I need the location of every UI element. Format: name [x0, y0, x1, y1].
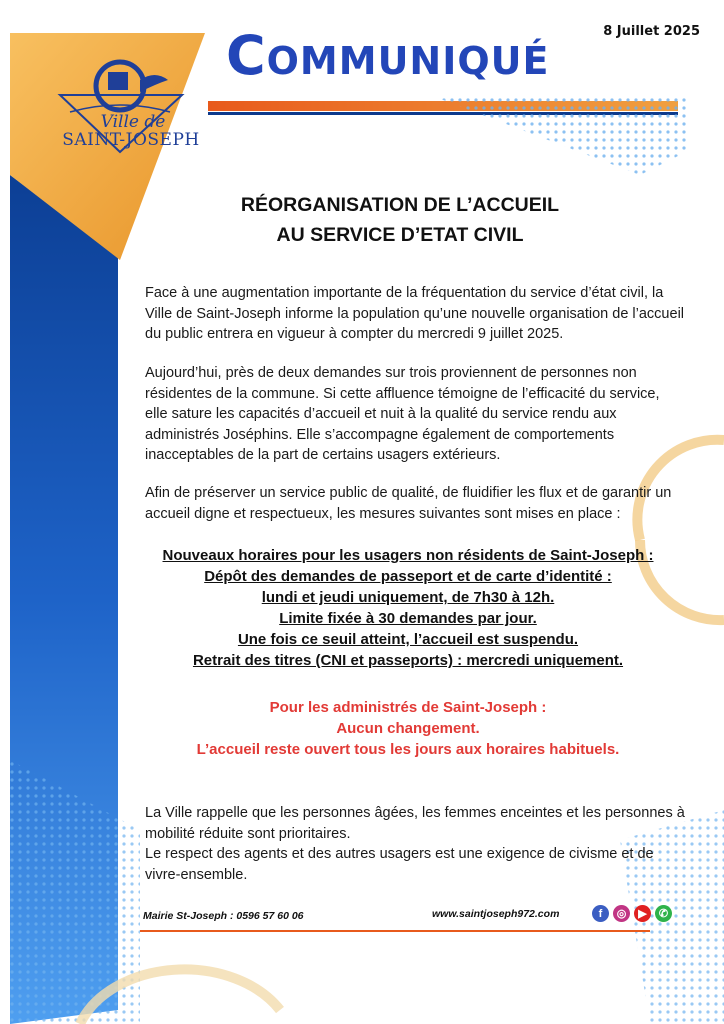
residents-line: L’accueil reste ouvert tous les jours aux horaires habituels.: [196, 741, 620, 758]
measure-line: Limite fixée à 30 demandes par jour.: [279, 610, 537, 627]
publication-date: 8 Juillet 2025: [603, 24, 700, 39]
logo-city-text: SAINT-JOSEPH: [62, 130, 200, 150]
page-headline: [140, 190, 660, 250]
residents-block: [138, 697, 678, 760]
headline-line-2: AU SERVICE D’ETAT CIVIL: [276, 224, 524, 246]
communique-title: Communiqué: [226, 24, 550, 87]
measure-line: Nouveaux horaires pour les usagers non résidents de Saint-Joseph :: [162, 547, 654, 564]
footer-phone: Mairie St-Joseph : 0596 57 60 06: [143, 910, 304, 922]
whatsapp-icon[interactable]: ✆: [655, 905, 672, 922]
measures-block: [138, 545, 678, 671]
measure-line: lundi et jeudi uniquement, de 7h30 à 12h.: [261, 589, 555, 606]
residents-line: Aucun changement.: [336, 720, 480, 737]
measure-line: Retrait des titres (CNI et passeports) : mercredi uniquement.: [192, 652, 624, 669]
logo-ville-text: Ville de: [100, 112, 166, 132]
paragraph-closing: [145, 803, 685, 885]
measure-line: Une fois ce seuil atteint, l’accueil est suspendu.: [237, 631, 579, 648]
facebook-icon[interactable]: f: [592, 905, 609, 922]
headline-line-1: RÉORGANISATION DE L’ACCUEIL: [240, 194, 560, 216]
paragraph-intro: Face à une augmentation importante de la fréquentation du service d’état civil, la Ville de Saint-Joseph informe la population qu’une nouvelle organisation de l’accueil du public entrera en vigueur à compter du mercredi 9 juillet 2025.: [145, 285, 685, 342]
measure-line: Dépôt des demandes de passeport et de carte d’identité :: [204, 568, 612, 585]
youtube-icon[interactable]: ▶: [634, 905, 651, 922]
instagram-icon[interactable]: ◎: [613, 905, 630, 922]
paragraph-context: Aujourd’hui, près de deux demandes sur trois proviennent de personnes non résidentes de la commune. Si cette affluence témoigne de l’efficacité du service, elle sature les capacités d’accueil et nuit à la qualité du service rendu aux administrés Joséphins. Elle s’accompagne également de comportements inacceptables de la part de certains usagers extérieurs.: [145, 365, 660, 463]
paragraph-measures-intro: Afin de préserver un service public de qualité, de fluidifier les flux et de garantir un accueil digne et respectueux, les mesures suivantes sont mises en place :: [145, 485, 672, 522]
residents-line: Pour les administrés de Saint-Joseph :: [269, 699, 547, 716]
footer-website[interactable]: www.saintjoseph972.com: [432, 908, 560, 920]
closing-respect: Le respect des agents et des autres usagers est une exigence de civisme et de vivre-ensemble.: [145, 846, 654, 883]
closing-priority: La Ville rappelle que les personnes âgées, les femmes enceintes et les personnes à mobilité réduite sont prioritaires.: [145, 805, 685, 842]
